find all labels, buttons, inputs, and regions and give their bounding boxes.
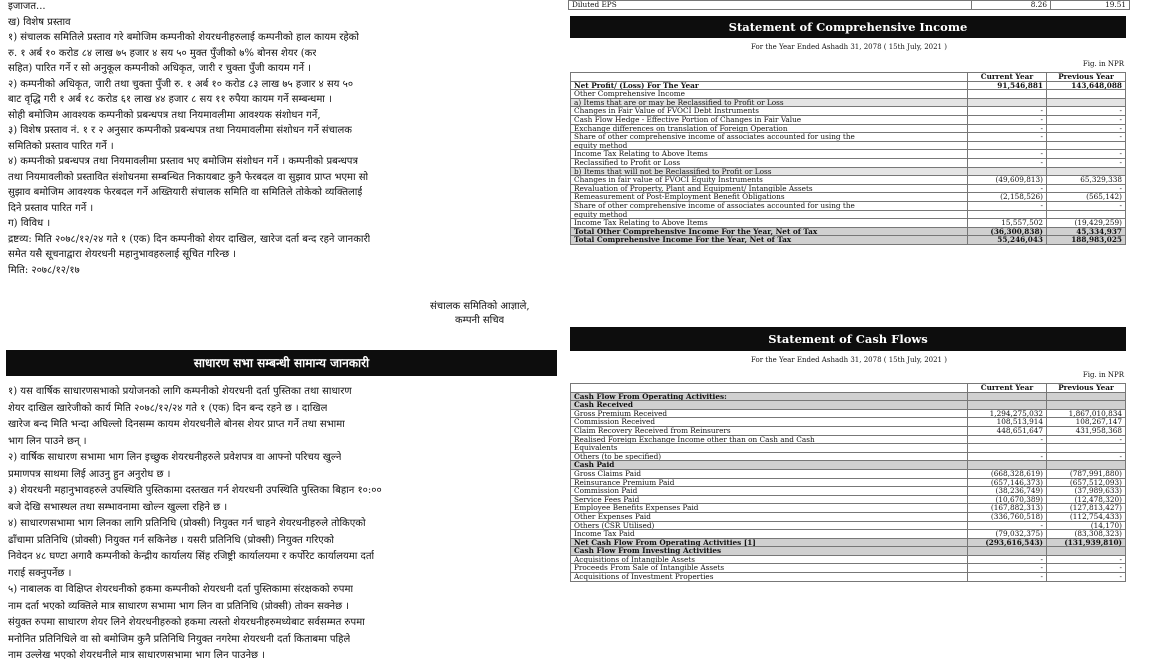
- text-line: द्रष्टव्य: मिति २०७८/१२/२४ गते १ (एक) दिन कम्पनीको शेयर दाखिल, खारेज दर्ता बन्द रहने जानकारी: [8, 233, 371, 245]
- cell-label: Reinsurance Premium Paid: [571, 478, 968, 487]
- soci-table: [570, 72, 1126, 245]
- text-line: खारेज बन्द मिति भन्दा अघिल्लो दिनसम्म कायम शेयरधनीले बोनस शेयर प्राप्त गर्ने तथा सभामा: [8, 419, 345, 430]
- cell-label: Others (to be specified): [571, 452, 968, 461]
- cell-previous: (83,308,323): [1047, 530, 1126, 539]
- cell-previous: -: [1047, 435, 1126, 444]
- cell-label: Others (CSR Utilised): [571, 521, 968, 530]
- cell-previous: -: [1047, 124, 1126, 133]
- cell-label: Acquisitions of Intangible Assets: [571, 555, 968, 564]
- table-row: [571, 418, 1126, 427]
- soci-subtitle: For the Year Ended Ashadh 31, 2078 ( 15th July, 2021 ): [751, 43, 947, 51]
- text-line: तथा नियमावलीको प्रस्तावित संशोधनमा सम्बन्धित निकायबाट कुनै फेरबदल वा सुझाव प्राप्त भएमा सो: [8, 171, 369, 183]
- cell-current: (36,300,838): [968, 227, 1047, 236]
- cell-previous: [1047, 392, 1126, 401]
- table-row: [571, 210, 1126, 219]
- table-row: [571, 158, 1126, 167]
- cell-current: -: [968, 435, 1047, 444]
- cell-label: Income Tax Paid: [571, 530, 968, 539]
- scf-header-row: [571, 384, 1126, 393]
- cell-previous: [1047, 461, 1126, 470]
- signature-line-1: संचालक समितिको आज्ञाले,: [430, 301, 530, 312]
- cell-previous: -: [1047, 201, 1126, 210]
- cell-label: Claim Recovery Received from Reinsurers: [571, 426, 968, 435]
- cell-label: Revaluation of Property, Plant and Equipment/ Intangible Assets: [571, 184, 968, 193]
- text-line: १) यस वार्षिक साधारणसभाको प्रयोजनको लागि कम्पनीको शेयरधनी दर्ता पुस्तिका तथा साधारण: [8, 386, 352, 397]
- cell-current: -: [968, 133, 1047, 142]
- table-row: [571, 236, 1126, 245]
- cell-previous: 431,958,368: [1047, 426, 1126, 435]
- cell-current: [968, 461, 1047, 470]
- cell-label: Commission Paid: [571, 487, 968, 496]
- table-row: [571, 564, 1126, 573]
- cell-label: a) Items that are or may be Reclassified to Profit or Loss: [571, 98, 968, 107]
- cell-current: -: [968, 115, 1047, 124]
- cell-previous: (131,939,810): [1047, 538, 1126, 547]
- cell-current: -: [968, 158, 1047, 167]
- table-row: [571, 401, 1126, 410]
- soci-header-blank: [571, 73, 968, 82]
- cell-label: Equivalents: [571, 444, 968, 453]
- table-row: [571, 81, 1126, 90]
- cell-current: 1,294,275,032: [968, 409, 1047, 418]
- cell-previous: 188,983,025: [1047, 236, 1126, 245]
- table-row: [571, 133, 1126, 142]
- cell-current: [968, 444, 1047, 453]
- cell-previous: (37,989,633): [1047, 487, 1126, 496]
- cell-previous: [1047, 167, 1126, 176]
- text-line: बजे देखि सभास्थल तथा सम्भावनामा खोल्न खुल्ला रहिने छ ।: [8, 501, 228, 513]
- table-row: [571, 409, 1126, 418]
- text-line: नाम उल्लेख भएको शेयरधनीले मात्र साधारणसभामा भाग लिन पाउनेछ ।: [8, 650, 265, 661]
- scf-title: Statement of Cash Flows: [570, 327, 1126, 351]
- cell-current: [968, 547, 1047, 556]
- text-line: रु. १ अर्ब १० करोड ८४ लाख ७५ हजार ४ सय ५० मुक्त पुँजीको ७% बोनस शेयर (कर: [8, 47, 317, 59]
- scf-col-previous: Previous Year: [1047, 384, 1126, 393]
- table-row: [571, 444, 1126, 453]
- cell-current: -: [968, 107, 1047, 116]
- text-line: ख) विशेष प्रस्ताव: [8, 16, 71, 28]
- signature-line-2: कम्पनी सचिव: [455, 315, 505, 326]
- cell-current: 448,651,647: [968, 426, 1047, 435]
- table-row: [571, 495, 1126, 504]
- cell-label: Other Expenses Paid: [571, 512, 968, 521]
- table-row: [571, 90, 1126, 99]
- table-row: [571, 167, 1126, 176]
- table-row: [571, 201, 1126, 210]
- cell-label: Cash Received: [571, 401, 968, 410]
- table-row: [571, 573, 1126, 582]
- cell-previous: -: [1047, 555, 1126, 564]
- table-row: [571, 150, 1126, 159]
- cell-current: (10,670,389): [968, 495, 1047, 504]
- cell-current: (49,609,813): [968, 176, 1047, 185]
- text-line: शेयर दाखिल खारेजीको कार्य मिति २०७८/१२/२४ गते १ (एक) दिन बन्द रहने छ । दाखिल: [8, 402, 328, 414]
- table-row: [571, 107, 1126, 116]
- cell-previous: (787,991,880): [1047, 469, 1126, 478]
- text-line: दिने प्रस्ताव पारित गर्ने ।: [8, 202, 94, 214]
- table-row: [571, 478, 1126, 487]
- cell-label: Net Profit/ (Loss) For The Year: [571, 81, 968, 90]
- cell-current: 55,246,043: [968, 236, 1047, 245]
- text-line: संयुक्त रुपमा साधारण शेयर लिने शेयरधनीहरुको हकमा त्यस्तो शेयरधनीहरुमध्येबाट सर्वसम्मत रुपमा: [8, 617, 365, 628]
- cell-current: [968, 98, 1047, 107]
- cell-previous: 1,867,010,834: [1047, 409, 1126, 418]
- cell-current: -: [968, 452, 1047, 461]
- cell-current: 108,513,914: [968, 418, 1047, 427]
- cell-label: equity method: [571, 210, 968, 219]
- cell-previous: [1047, 444, 1126, 453]
- cell-previous: [1047, 98, 1126, 107]
- table-row: [571, 219, 1126, 228]
- cell-current: -: [968, 573, 1047, 582]
- text-line: ग) विविध ।: [8, 218, 51, 229]
- cell-current: [968, 141, 1047, 150]
- cell-label: Cash Paid: [571, 461, 968, 470]
- soci-header-row: [571, 73, 1126, 82]
- cell-previous: -: [1047, 115, 1126, 124]
- text-line: मिति: २०७८/१२/१७: [8, 264, 80, 276]
- text-line: १) संचालक समितिले प्रस्ताव गरे बमोजिम कम्पनीको शेयरधनीहरुलाई कम्पनीको हाल कायम रहेको: [8, 32, 359, 43]
- cell-current: (79,032,375): [968, 530, 1047, 539]
- cell-current: -: [968, 521, 1047, 530]
- cell-previous: [1047, 90, 1126, 99]
- cell-current: (2,158,526): [968, 193, 1047, 202]
- general-meeting-banner: साधारण सभा सम्बन्धी सामान्य जानकारी: [6, 350, 557, 376]
- cell-label: Share of other comprehensive income of associates accounted for using the: [571, 201, 968, 210]
- cell-label: Commission Received: [571, 418, 968, 427]
- cell-label: Remeasurement of Post-Employment Benefit Obligations: [571, 193, 968, 202]
- table-row: [571, 512, 1126, 521]
- table-row: [571, 504, 1126, 513]
- cell-label: Net Cash Flow From Operating Activities [1]: [571, 538, 968, 547]
- cell-previous: 108,267,147: [1047, 418, 1126, 427]
- eps-row-table: [568, 0, 1130, 10]
- cell-current: -: [968, 184, 1047, 193]
- cell-current: -: [968, 564, 1047, 573]
- text-line: मनोनित प्रतिनिधिले वा सो बमोजिम कुनै प्रतिनिधि नियुक्त नगरेमा शेयरधनी दर्ता किताबमा पहिले: [8, 633, 351, 645]
- text-line: इजाजत...: [8, 1, 46, 12]
- cell-previous: -: [1047, 452, 1126, 461]
- table-row: [571, 392, 1126, 401]
- cell-previous: -: [1047, 133, 1126, 142]
- cell-previous: (14,170): [1047, 521, 1126, 530]
- cell-current: 91,546,881: [968, 81, 1047, 90]
- nepali-notice-column: [0, 0, 562, 665]
- table-row: [571, 538, 1126, 547]
- scf-subtitle: For the Year Ended Ashadh 31, 2078 ( 15th July, 2021 ): [751, 356, 947, 364]
- text-line: गराई सक्नुपर्नेछ ।: [8, 567, 72, 579]
- table-row: [571, 176, 1126, 185]
- cell-label: Realised Foreign Exchange Income other than on Cash and Cash: [571, 435, 968, 444]
- cell-label: Gross Claims Paid: [571, 469, 968, 478]
- cell-previous: [1047, 210, 1126, 219]
- cell-current: 15,557,502: [968, 219, 1047, 228]
- cell-current: (657,146,373): [968, 478, 1047, 487]
- eps-label: Diluted EPS: [569, 1, 972, 10]
- table-row: [571, 227, 1126, 236]
- scf-fig-unit: Fig. in NPR: [1082, 371, 1124, 379]
- cell-current: (38,236,749): [968, 487, 1047, 496]
- text-line: निवेदन ४८ घण्टा अगावै कम्पनीको केन्द्रीय कार्यालय सिंह रजिष्ट्री कार्यालयमा र कर्पोरेट कार्यालयमा दर्ता: [8, 551, 375, 562]
- cell-label: Other Comprehensive Income: [571, 90, 968, 99]
- cell-current: [968, 401, 1047, 410]
- cell-label: Total Comprehensive Income For the Year, Net of Tax: [571, 236, 968, 245]
- table-row: [571, 141, 1126, 150]
- cell-label: Service Fees Paid: [571, 495, 968, 504]
- table-row: [571, 115, 1126, 124]
- table-row: [571, 547, 1126, 556]
- scf-table: [570, 383, 1126, 582]
- cell-previous: (657,512,093): [1047, 478, 1126, 487]
- cell-current: [968, 392, 1047, 401]
- text-line: ४) साधारणसभामा भाग लिनका लागि प्रतिनिधि (प्रोक्सी) नियुक्त गर्न चाहने शेयरधनीहरुले तोकिएको: [8, 518, 366, 529]
- cell-label: Changes in Fair Value of FVOCI Debt Instruments: [571, 107, 968, 116]
- soci-col-current: Current Year: [968, 73, 1047, 82]
- cell-previous: 65,329,338: [1047, 176, 1126, 185]
- cell-current: [968, 210, 1047, 219]
- table-row: [571, 435, 1126, 444]
- cell-previous: -: [1047, 150, 1126, 159]
- scf-header-blank: [571, 384, 968, 393]
- text-line: ३) विशेष प्रस्ताव नं. १ र २ अनुसार कम्पनीको प्रबन्धपत्र तथा नियमावलीमा संशोधन गर्ने संचालक: [8, 125, 352, 136]
- cell-label: Changes in fair value of FVOCI Equity Instruments: [571, 176, 968, 185]
- text-line: नाम दर्ता भएको व्यक्तिले मात्र साधारण सभामा भाग लिन वा प्रतिनिधि (प्रोक्सी) तोक्न सक्नेछ ।: [8, 600, 350, 612]
- cell-label: Employee Benefits Expenses Paid: [571, 504, 968, 513]
- cell-previous: -: [1047, 107, 1126, 116]
- text-line: सहित) पारित गर्ने र सो अनुकूल कम्पनीको अधिकृत, जारी र चुक्ता पुँजी कायम गर्ने ।: [8, 63, 312, 74]
- text-line: ५) नाबालक वा विक्षिप्त शेयरधनीको हकमा कम्पनीको शेयरधनी दर्ता पुस्तिकामा संरक्षकको रुपमा: [8, 584, 354, 595]
- cell-label: Share of other comprehensive income of associates accounted for using the: [571, 133, 968, 142]
- text-line: प्रमाणपत्र साथमा लिई आउनु हुन अनुरोध छ ।: [8, 468, 171, 480]
- cell-current: -: [968, 555, 1047, 564]
- text-line: २) कम्पनीको अधिकृत, जारी तथा चुक्ता पुँजी रु. १ अर्ब १० करोड ८३ लाख ७५ हजार ४ सय ५०: [8, 78, 354, 90]
- cell-previous: (19,429,259): [1047, 219, 1126, 228]
- text-line: ४) कम्पनीको प्रबन्धपत्र तथा नियमावलीमा प्रस्ताव भए बमोजिम संशोधन गर्ने । कम्पनीको प्रबन्धपत्र: [8, 156, 358, 167]
- eps-current: 8.26: [972, 1, 1051, 10]
- cell-current: (167,882,313): [968, 504, 1047, 513]
- text-line: भाग लिन पाउने छन् ।: [8, 435, 87, 447]
- cell-previous: (565,142): [1047, 193, 1126, 202]
- text-line: सुझाव बमोजिम आवश्यक फेरबदल गर्ने अख्तियारी संचालक समिति वा समितिले तोकेको व्यक्तिलाई: [8, 187, 363, 198]
- text-line: ढाँचामा प्रतिनिधि (प्रोक्सी) नियुक्त गर्न सकिनेछ । यसरी प्रतिनिधि (प्रोक्सी) नियुक्त गरिएको: [8, 534, 334, 546]
- cell-label: Cash Flow From Investing Activities: [571, 547, 968, 556]
- cell-current: [968, 167, 1047, 176]
- cell-label: Cash Flow Hedge - Effective Portion of Changes in Fair Value: [571, 115, 968, 124]
- table-row: [571, 426, 1126, 435]
- cell-label: Exchange differences on translation of Foreign Operation: [571, 124, 968, 133]
- text-line: २) वार्षिक साधारण सभामा भाग लिन इच्छुक शेयरधनीहरुले प्रवेशपत्र वा आफ्नो परिचय खुल्ने: [8, 452, 342, 463]
- cell-label: Acquisitions of Investment Properties: [571, 573, 968, 582]
- cell-previous: -: [1047, 184, 1126, 193]
- text-line: ३) शेयरधनी महानुभावहरुले उपस्थिति पुस्तिकामा दस्तखत गर्न शेयरधनी उपस्थिति पुस्तिका बिहान १०:००: [8, 485, 382, 496]
- cell-label: Income Tax Relating to Above Items: [571, 150, 968, 159]
- cell-label: Income Tax Relating to Above Items: [571, 219, 968, 228]
- cell-previous: 45,334,937: [1047, 227, 1126, 236]
- cell-current: (668,328,619): [968, 469, 1047, 478]
- table-row: [571, 530, 1126, 539]
- table-row: [571, 124, 1126, 133]
- cell-previous: 143,648,088: [1047, 81, 1126, 90]
- soci-fig-unit: Fig. in NPR: [1082, 60, 1124, 68]
- cell-current: (293,616,543): [968, 538, 1047, 547]
- table-row: [571, 184, 1126, 193]
- cell-previous: [1047, 547, 1126, 556]
- cell-previous: [1047, 141, 1126, 150]
- cell-current: -: [968, 201, 1047, 210]
- soci-col-previous: Previous Year: [1047, 73, 1126, 82]
- cell-current: -: [968, 150, 1047, 159]
- table-row: [571, 469, 1126, 478]
- text-line: सोही बमोजिम आवश्यक कम्पनीको प्रबन्धपत्र तथा नियमावलीमा आवश्यक संशोधन गर्ने,: [8, 109, 321, 121]
- cell-label: Cash Flow From Operating Activities:: [571, 392, 968, 401]
- table-row: [571, 452, 1126, 461]
- cell-previous: (127,813,427): [1047, 504, 1126, 513]
- cell-previous: -: [1047, 573, 1126, 582]
- eps-previous: 19.51: [1051, 1, 1130, 10]
- table-row: [571, 98, 1126, 107]
- cell-current: (336,760,518): [968, 512, 1047, 521]
- text-line: समेत यसै सूचनाद्वारा शेयरधनी महानुभावहरुलाई सूचित गरिन्छ ।: [8, 249, 237, 260]
- soci-title: Statement of Comprehensive Income: [570, 16, 1126, 38]
- cell-previous: [1047, 401, 1126, 410]
- table-row: [571, 487, 1126, 496]
- table-row: [571, 555, 1126, 564]
- table-row: [571, 521, 1126, 530]
- cell-label: b) Items that will not be Reclassified to Profit or Loss: [571, 167, 968, 176]
- table-row: [571, 461, 1126, 470]
- cell-label: Proceeds From Sale of Intangible Assets: [571, 564, 968, 573]
- cell-label: Gross Premium Received: [571, 409, 968, 418]
- scf-col-current: Current Year: [968, 384, 1047, 393]
- cell-current: -: [968, 124, 1047, 133]
- cell-label: equity method: [571, 141, 968, 150]
- financial-statements-column: [568, 0, 1130, 665]
- cell-current: [968, 90, 1047, 99]
- cell-previous: -: [1047, 158, 1126, 167]
- cell-previous: -: [1047, 564, 1126, 573]
- cell-previous: (12,478,320): [1047, 495, 1126, 504]
- text-line: समितिको प्रस्ताव पारित गर्ने ।: [8, 140, 114, 152]
- cell-label: Reclassified to Profit or Loss: [571, 158, 968, 167]
- table-row: [571, 193, 1126, 202]
- cell-previous: (112,754,433): [1047, 512, 1126, 521]
- text-line: बाट वृद्धि गरी १ अर्ब १८ करोड ६१ लाख ४४ हजार ८ सय ११ रुपैया कायम गर्ने सम्बन्धमा ।: [8, 94, 332, 105]
- cell-label: Total Other Comprehensive Income For the Year, Net of Tax: [571, 227, 968, 236]
